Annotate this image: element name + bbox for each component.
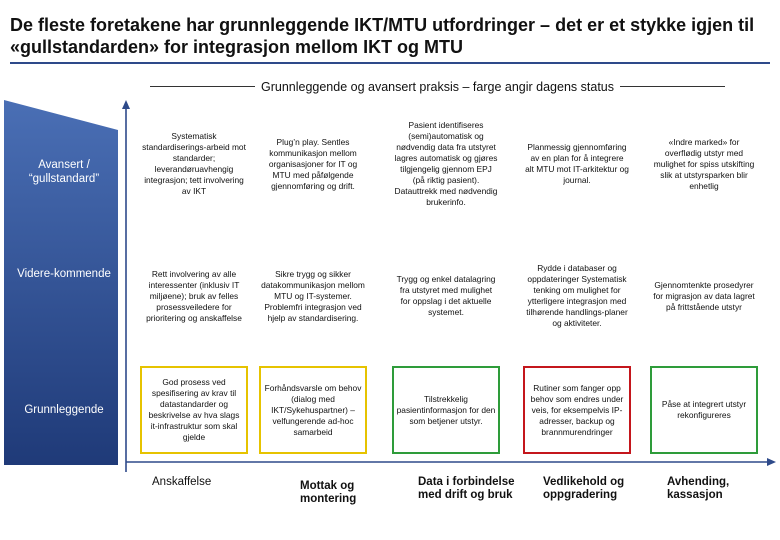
cell-basic-data: Tilstrekkelig pasientinformasjon for den som betjener utstyr. <box>392 366 500 454</box>
x-axis-arrowhead <box>767 458 776 466</box>
maturity-arrow <box>4 100 122 465</box>
cell-intermediate-vedlikehold: Rydde i databaser og oppdateringer Systematisk tenking om mulighet for ytterligere integrasjon med tilhørende handlings-planer og aktiviteter. <box>526 263 628 328</box>
page-title: De fleste foretakene har grunnleggende IKT/MTU utfordringer – det er et stykke igjen til «gullstandarden» for integrasjon mellom IKT og MTU <box>10 15 755 57</box>
column-anskaffelse: Anskaffelse <box>152 476 212 488</box>
cell-advanced-mottak: Plug’n play. Sentles kommunikasjon mellom organisasjoner for IT og MTU med påfølgende gjennomføring og drift. <box>268 136 358 191</box>
cell-intermediate-mottak: Sikre trygg og sikker datakommunikasjon mellom MTU og IT-systemer. Problemfri integrasjon ved hjelp av standardisering. <box>261 268 365 323</box>
column-avhending: Avhending, kassasjon <box>667 476 730 501</box>
subtitle: Grunnleggende og avansert praksis – farge angir dagens status <box>255 80 620 94</box>
title-divider <box>10 62 770 64</box>
cell-intermediate-avhending: Gjennomtenkte prosedyrer for migrasjon av data lagret på frittstående utstyr <box>653 279 755 312</box>
cell-basic-avhending: Påse at integrert utstyr rekonfigureres <box>650 366 758 454</box>
cell-intermediate-data: Trygg og enkel datalagring fra utstyret med mulighet for oppslag i det aktuelle systemet. <box>396 274 496 317</box>
cell-advanced-data: Pasient identifiseres (semi)automatisk og nødvendig data fra utstyret lagres automatisk og gjøres tilgjengelig gjennom EPJ (på riktig pasient). Datauttrekk med nødvendig brukerinfo. <box>394 120 498 207</box>
column-mottak: Mottak og montering <box>300 480 357 505</box>
level-basic: Grunnleggende <box>24 404 104 416</box>
cell-basic-vedlikehold: Rutiner som fanger opp behov som endres under veis, for eksempelvis IP-adresser, backup og brannmurendringer <box>523 366 631 454</box>
cell-basic-anskaffelse: God prosess ved spesifisering av krav til datastandarder og beskrivelse av hva slags it-infrastruktur som skal gjelde <box>140 366 248 454</box>
column-data: Data i forbindelse med drift og bruk <box>418 476 515 501</box>
subtitle-bar <box>150 78 725 96</box>
cell-basic-mottak: Forhåndsvarsle om behov (dialog med IKT/Sykehuspartner) – velfungerende ad-hoc samarbeid <box>259 366 367 454</box>
y-axis-arrowhead <box>122 100 130 109</box>
level-advanced: Avansert / “gullstandard” <box>28 159 100 185</box>
cell-advanced-vedlikehold: Planmessig gjennomføring av en plan for å integrere alt MTU mot IT-arkitektur og journal. <box>525 142 629 185</box>
column-vedlikehold: Vedlikehold og oppgradering <box>543 476 625 501</box>
cell-advanced-avhending: «Indre marked» for overflødig utstyr med mulighet for spiss utskifting slik at utstyrsparken blir enhetlig <box>653 136 755 191</box>
cell-advanced-anskaffelse: Systematisk standardiserings-arbeid mot standarder; leverandøruavhengig integrasjon; tett involvering av IKT <box>142 131 246 196</box>
cell-intermediate-anskaffelse: Rett involvering av alle interessenter (inklusiv IT miljøene); bruk av felles prosessveiledere for prioritering og anskaffelse <box>146 268 242 323</box>
level-intermediate: Videre-kommende <box>17 268 111 280</box>
